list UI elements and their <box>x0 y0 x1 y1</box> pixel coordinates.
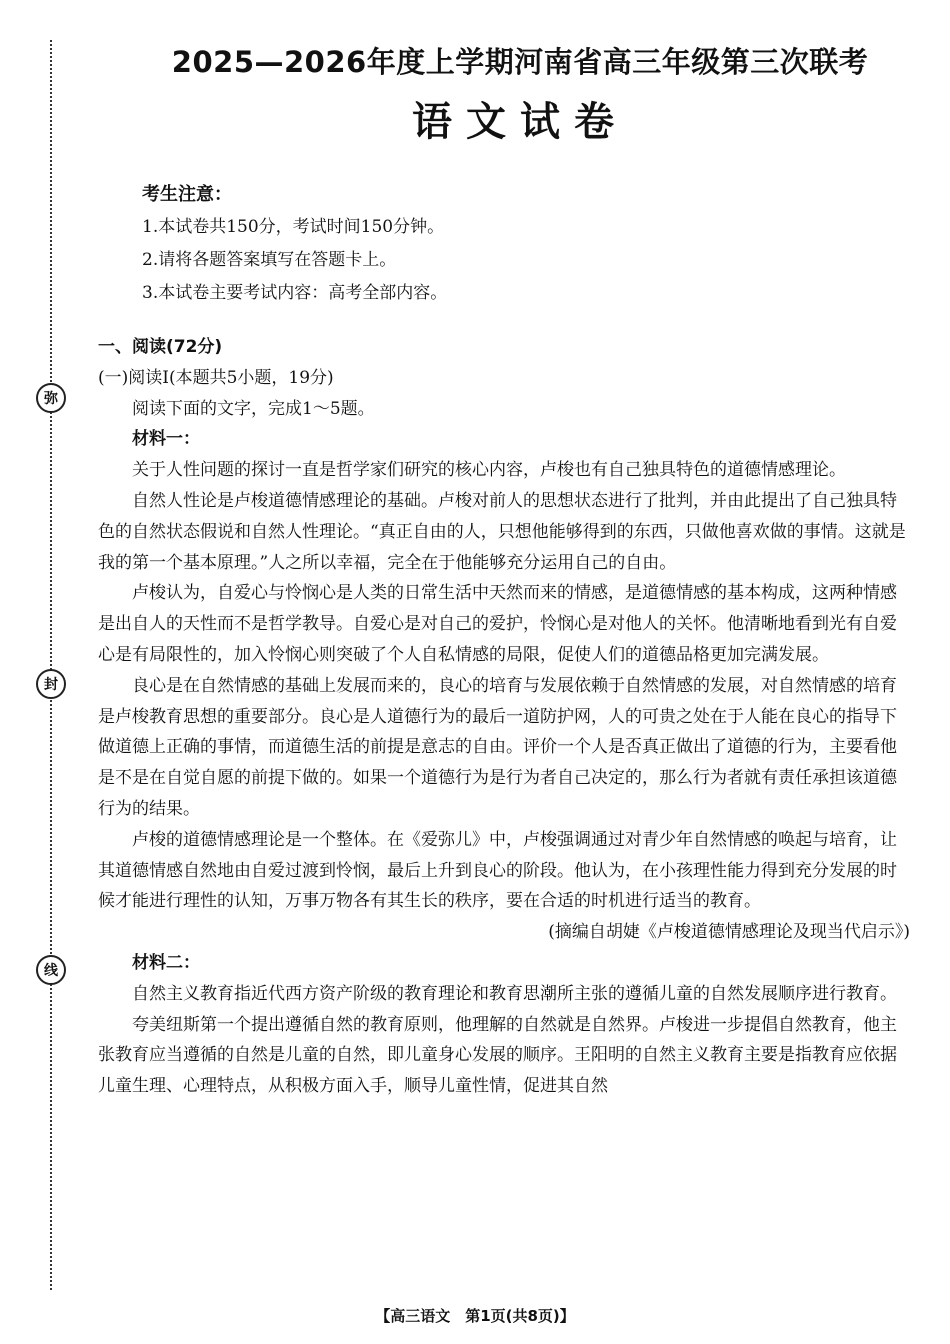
exam-title: 2025—2026年度上学期河南省高三年级第三次联考 <box>171 45 869 79</box>
material-paragraph: 自然主义教育指近代西方资产阶级的教育理论和教育思潮所主张的遵循儿童的自然发展顺序进行教育。 <box>132 983 897 1004</box>
material-paragraph: 卢梭的道德情感理论是一个整体。在《爱弥儿》中，卢梭强调通过对青少年自然情感的唤起与培育，让其道德情感自然地由自爱过渡到怜悯，最后上升到良心的阶段。他认为，在小孩理性能力得到充分发展的时候才能进行理性的认知，万事万物各有其生长的秩序，要在合适的时机进行适当的教育。 <box>98 829 897 912</box>
notice-item: 3.本试卷主要考试内容：高考全部内容。 <box>142 283 448 303</box>
material-two-label: 材料二： <box>132 952 200 973</box>
section-title: 一、阅读(72分) <box>98 337 223 357</box>
material-one-label: 材料一： <box>132 429 200 450</box>
binding-mark-feng: 封 <box>36 669 66 699</box>
page-footer: 【高三语文 第1页(共8页)】 <box>375 1307 575 1325</box>
binding-dotted-line <box>50 40 52 1290</box>
candidate-notice <box>142 178 447 310</box>
exam-subject-title: 语文试卷 <box>412 99 628 145</box>
reading-section <box>98 332 910 1102</box>
binding-mark-xian: 线 <box>36 955 66 985</box>
binding-mark-mi: 弥 <box>36 383 66 413</box>
material-paragraph: 良心是在自然情感的基础上发展而来的，良心的培育与发展依赖于自然情感的发展，对自然情感的培育是卢梭教育思想的重要部分。良心是人道德行为的最后一道防护网，人的可贵之处在于人能在良心的指导下做道德上正确的事情，而道德生活的前提是意志的自由。评价一个人是否真正做出了道德的行为，主要看他是不是在自觉自愿的前提下做的。如果一个道德行为是行为者自己决定的，那么行为者就有责任承担该道德行为的结果。 <box>98 675 897 819</box>
notice-heading: 考生注意： <box>142 184 232 205</box>
reading-instruction: 阅读下面的文字，完成1～5题。 <box>132 398 375 419</box>
material-paragraph: 自然人性论是卢梭道德情感理论的基础。卢梭对前人的思想状态进行了批判，并由此提出了自己独具特色的自然状态假说和自然人性理论。“真正自由的人，只想他能够得到的东西，只做他喜欢做的事情。这就是我的第一个基本原理。”人之所以幸福，完全在于他能够充分运用自己的自由。 <box>98 490 906 573</box>
material-paragraph: 卢梭认为，自爱心与怜悯心是人类的日常生活中天然而来的情感，是道德情感的基本构成，这两种情感是出自人的天性而不是哲学教导。自爱心是对自己的爱护，怜悯心是对他人的关怀。他清晰地看到光有自爱心是有局限性的，加入怜悯心则突破了个人自私情感的局限，促使人们的道德品格更加完满发展。 <box>98 583 897 665</box>
material-paragraph: 关于人性问题的探讨一直是哲学家们研究的核心内容，卢梭也有自己独具特色的道德情感理论。 <box>132 460 846 481</box>
sub-section-title: (一)阅读Ⅰ(本题共5小题，19分) <box>98 367 334 388</box>
notice-item: 1.本试卷共150分，考试时间150分钟。 <box>142 217 445 237</box>
notice-item: 2.请将各题答案填写在答题卡上。 <box>142 250 397 270</box>
material-one-source: (摘编自胡婕《卢梭道德情感理论及现当代启示》) <box>548 922 910 943</box>
material-paragraph: 夸美纽斯第一个提出遵循自然的教育原则，他理解的自然就是自然界。卢梭进一步提倡自然教育，他主张教育应当遵循的自然是儿童的自然，即儿童身心发展的顺序。王阳明的自然主义教育主要是指教育应依据儿童生理、心理特点，从积极方面入手，顺导儿童性情，促进其自然 <box>98 1014 897 1097</box>
